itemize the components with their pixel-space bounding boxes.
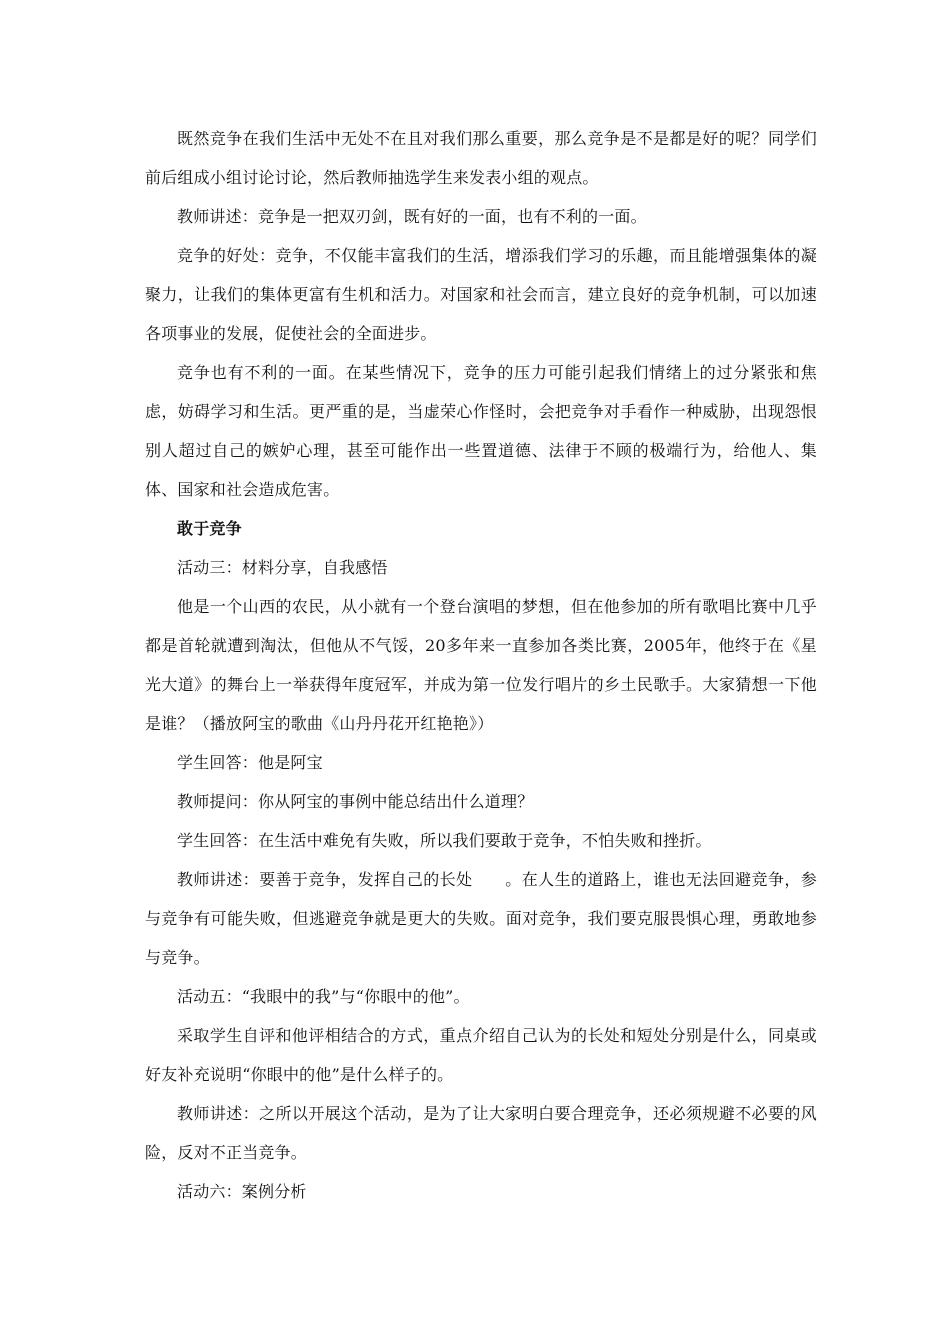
paragraph: 教师讲述：之所以开展这个活动，是为了让大家明白要合理竞争，还必须规避不必要的风险，反对不正当竞争。	[145, 1104, 817, 1162]
document-body	[145, 119, 817, 1211]
paragraph: 活动五：“我眼中的我”与“你眼中的他”。	[177, 987, 470, 1006]
paragraph: 活动六：案例分析	[177, 1182, 307, 1201]
paragraph: 采取学生自评和他评相结合的方式，重点介绍自己认为的长处和短处分别是什么，同桌或好友补充说明“你眼中的他”是什么样子的。	[145, 1026, 817, 1084]
paragraph: 他是一个山西的农民，从小就有一个登台演唱的梦想，但在他参加的所有歌唱比赛中几乎都是首轮就遭到淘汰，但他从不气馁，20多年来一直参加各类比赛，2005年，他终于在《星光大道》的舞台上一举获得年度冠军，并成为第一位发行唱片的乡土民歌手。大家猜想一下他是谁？（播放阿宝的歌曲《山丹丹花开红艳艳》）	[145, 597, 817, 733]
section-heading: 敢于竞争	[177, 519, 242, 538]
paragraph: 学生回答：他是阿宝	[177, 753, 323, 772]
paragraph: 教师讲述：竞争是一把双刃剑，既有好的一面，也有不利的一面。	[177, 207, 647, 226]
paragraph: 教师讲述：要善于竞争，发挥自己的长处 。在人生的道路上，谁也无法回避竞争，参与竞争有可能失败，但逃避竞争就是更大的失败。面对竞争，我们要克服畏惧心理，勇敢地参与竞争。	[145, 870, 817, 967]
paragraph: 教师提问：你从阿宝的事例中能总结出什么道理？	[177, 792, 534, 811]
paragraph: 竞争也有不利的一面。在某些情况下，竞争的压力可能引起我们情绪上的过分紧张和焦虑，妨碍学习和生活。更严重的是，当虚荣心作怪时，会把竞争对手看作一种威胁，出现怨恨别人超过自己的嫉妒心理，甚至可能作出一些置道德、法律于不顾的极端行为，给他人、集体、国家和社会造成危害。	[145, 363, 817, 499]
paragraph: 竞争的好处：竞争，不仅能丰富我们的生活，增添我们学习的乐趣，而且能增强集体的凝聚力，让我们的集体更富有生机和活力。对国家和社会而言，建立良好的竞争机制，可以加速各项事业的发展，促使社会的全面进步。	[145, 246, 817, 343]
paragraph: 活动三：材料分享，自我感悟	[177, 558, 388, 577]
paragraph: 既然竞争在我们生活中无处不在且对我们那么重要，那么竞争是不是都是好的呢？同学们前后组成小组讨论讨论，然后教师抽选学生来发表小组的观点。	[145, 129, 817, 187]
paragraph: 学生回答：在生活中难免有失败，所以我们要敢于竞争，不怕失败和挫折。	[177, 831, 712, 850]
